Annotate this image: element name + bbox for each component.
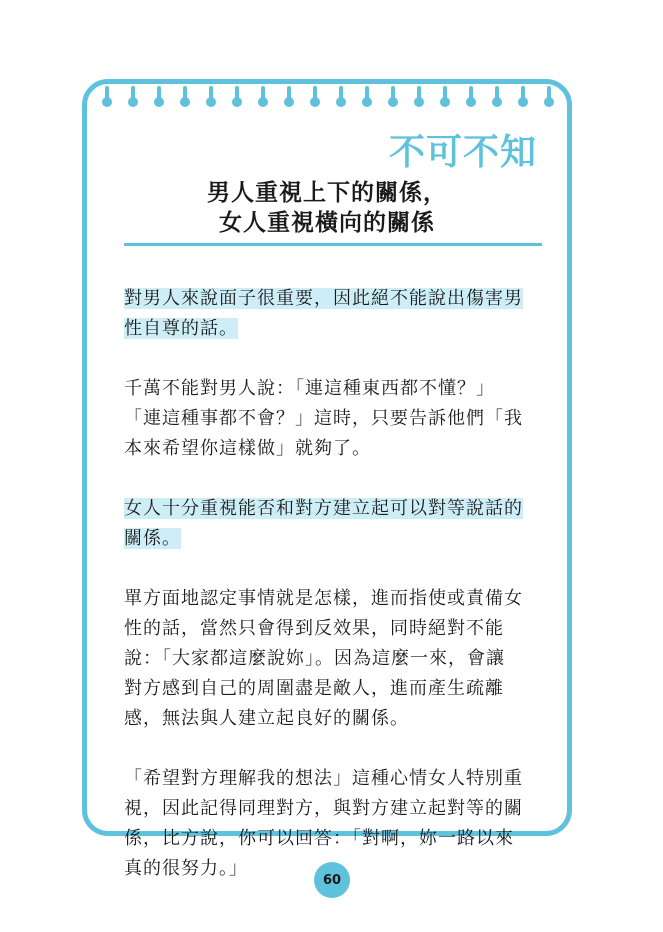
title-line-2: 女人重視橫向的關係 [219,210,435,236]
page-number: 60 [314,862,350,898]
ring-icon [313,86,317,100]
text-line: 性自尊的話。 [124,318,238,339]
ring-icon [469,86,473,100]
ring-icon [443,86,447,100]
ring-icon [547,86,551,100]
ring-icon [105,86,109,100]
text-line: 對方感到自己的周圍盡是敵人，進而產生疏離 [124,678,504,699]
text-line: 女人十分重視能否和對方建立起可以對等說話的 [124,498,523,519]
ring-icon [521,86,525,100]
ring-icon [157,86,161,100]
text-line: 視，因此記得同理對方，與對方建立起對等的關 [124,798,523,819]
ring-icon [261,86,265,100]
paragraph-4 [124,584,544,734]
text-line: 感，無法與人建立起良好的關係。 [124,708,409,729]
ring-icon [339,86,343,100]
ring-icon [287,86,291,100]
text-line: 關係。 [124,528,181,549]
text-line: 「連這種事都不會？」這時，只要告訴他們「我 [124,408,523,429]
ring-icon [417,86,421,100]
title-divider [124,243,542,246]
section-badge: 不可不知 [388,132,537,173]
ring-icon [495,86,499,100]
ring-icon [131,86,135,100]
ring-icon [235,86,239,100]
text-line: 對男人來說面子很重要，因此絕不能說出傷害男 [124,288,523,309]
text-line: 本來希望你這樣做」就夠了。 [124,438,371,459]
highlighted-paragraph-3 [124,494,544,554]
page-title [87,178,567,238]
paragraph-2 [124,374,544,464]
body-text [124,284,544,884]
title-line-1: 男人重視上下的關係， [207,180,447,206]
text-line: 「希望對方理解我的想法」這種心情女人特別重 [124,768,523,789]
text-line: 係，比方說，你可以回答：「對啊，妳一路以來 [124,828,514,849]
ring-icon [365,86,369,100]
spiral-binding [87,84,577,114]
text-line: 真的很努力。」 [124,858,248,879]
notebook-card [82,79,572,879]
text-line: 性的話，當然只會得到反效果，同時絕對不能 [124,618,504,639]
text-line: 單方面地認定事情就是怎樣，進而指使或責備女 [124,588,523,609]
text-line: 說：「大家都這麼說妳」。因為這麼一來，會讓 [124,648,505,669]
ring-icon [183,86,187,100]
ring-icon [391,86,395,100]
highlighted-paragraph-1 [124,284,544,344]
text-line: 千萬不能對男人說：「連這種東西都不懂？」 [124,378,495,399]
ring-icon [209,86,213,100]
